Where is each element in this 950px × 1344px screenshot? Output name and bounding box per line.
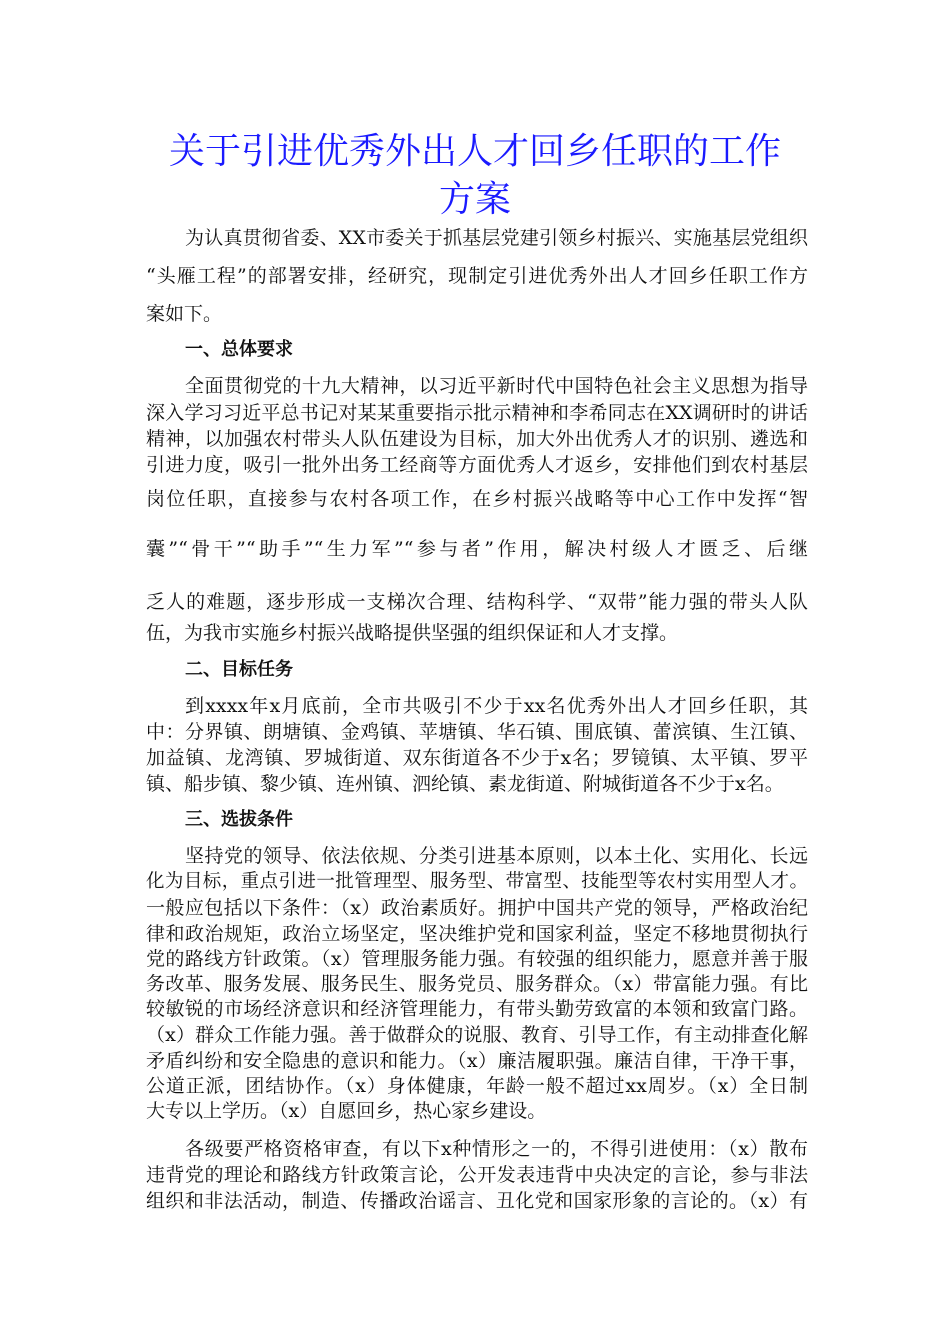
section3-line: 大专以上学历。（x）自愿回乡，热心家乡建设。: [146, 1100, 547, 1122]
section1-line: 囊”“骨干”“助手”“生力军”“参与者”作用，解决村级人才匮乏、后继: [146, 538, 808, 560]
section1-line: 岗位任职，直接参与农村各项工作，在乡村振兴战略等中心工作中发挥“智: [146, 488, 808, 510]
section3-line: 化为目标，重点引进一批管理型、服务型、带富型、技能型等农村实用型人才。: [146, 871, 808, 892]
section2-line: 加益镇、龙湾镇、罗城街道、双东街道各不少于x名；罗镜镇、太平镇、罗平: [146, 747, 808, 769]
section3-paragraph2-line: 各级要严格资格审查，有以下x种情形之一的，不得引进使用：（x）散布: [185, 1138, 808, 1160]
section2-line: 中：分界镇、朗塘镇、金鸡镇、苹塘镇、华石镇、围底镇、蕾滨镇、生江镇、: [146, 721, 808, 743]
section1-line: 深入学习习近平总书记对某某重要指示批示精神和李希同志在XX调研时的讲话: [146, 402, 808, 424]
section1-line: 精神，以加强农村带头人队伍建设为目标，加大外出优秀人才的识别、遴选和: [146, 428, 808, 450]
section3-line: 公道正派，团结协作。（x）身体健康，年龄一般不超过xx周岁。（x）全日制: [146, 1075, 808, 1097]
intro-line: “头雁工程”的部署安排，经研究，现制定引进优秀外出人才回乡任职工作方: [146, 265, 808, 287]
section1-line: 伍，为我市实施乡村振兴战略提供坚强的组织保证和人才支撑。: [146, 622, 679, 644]
section2-line: 镇、船步镇、黎少镇、连州镇、泗纶镇、素龙街道、附城街道各不少于x名。: [146, 773, 784, 795]
section3-line: 较敏锐的市场经济意识和经济管理能力，有带头勤劳致富的本领和致富门路。: [146, 998, 808, 1020]
section3-line: 坚持党的领导、依法依规、分类引进基本原则，以本土化、实用化、长远: [185, 845, 808, 867]
section1-line: 全面贯彻党的十九大精神，以习近平新时代中国特色社会主义思想为指导: [185, 375, 808, 397]
document-title-line-1: 关于引进优秀外出人才回乡任职的工作: [168, 131, 781, 172]
section3-line: 党的路线方针政策。（x）管理服务能力强。有较强的组织能力，愿意并善于服: [146, 948, 808, 970]
document-title-line-2: 方案: [438, 179, 511, 220]
section2-line: 到xxxx年x月底前，全市共吸引不少于xx名优秀外出人才回乡任职，其: [185, 695, 808, 717]
section3-line: 律和政治规矩，政治立场坚定，坚决维护党和国家利益，坚定不移地贯彻执行: [146, 923, 808, 945]
section1-line: 乏人的难题，逐步形成一支梯次合理、结构科学、“双带”能力强的带头人队: [146, 591, 808, 613]
section3-paragraph2-line: 违背党的理论和路线方针政策言论，公开发表违背中央决定的言论，参与非法: [146, 1164, 808, 1186]
section3-line: 矛盾纠纷和安全隐患的意识和能力。（x）廉洁履职强。廉洁自律，干净干事，: [146, 1050, 808, 1072]
section-heading-goals: 二、目标任务: [185, 659, 293, 680]
section-heading-general-requirements: 一、总体要求: [185, 339, 293, 360]
section3-line: （x）群众工作能力强。善于做群众的说服、教育、引导工作，有主动排查化解: [146, 1024, 808, 1046]
section3-paragraph2-line: 组织和非法活动，制造、传播政治谣言、丑化党和国家形象的言论的。（x）有: [146, 1190, 808, 1212]
section3-line: 务改革、服务发展、服务民生、服务党员、服务群众。（x）带富能力强。有比: [146, 973, 808, 995]
intro-line: 为认真贯彻省委、XX市委关于抓基层党建引领乡村振兴、实施基层党组织: [185, 227, 808, 249]
section1-line: 引进力度，吸引一批外出务工经商等方面优秀人才返乡，安排他们到农村基层: [146, 454, 808, 476]
section-heading-selection-criteria: 三、选拔条件: [185, 809, 293, 830]
intro-line: 案如下。: [146, 303, 223, 325]
section3-line: 一般应包括以下条件：（x）政治素质好。拥护中国共产党的领导，严格政治纪: [146, 897, 808, 919]
